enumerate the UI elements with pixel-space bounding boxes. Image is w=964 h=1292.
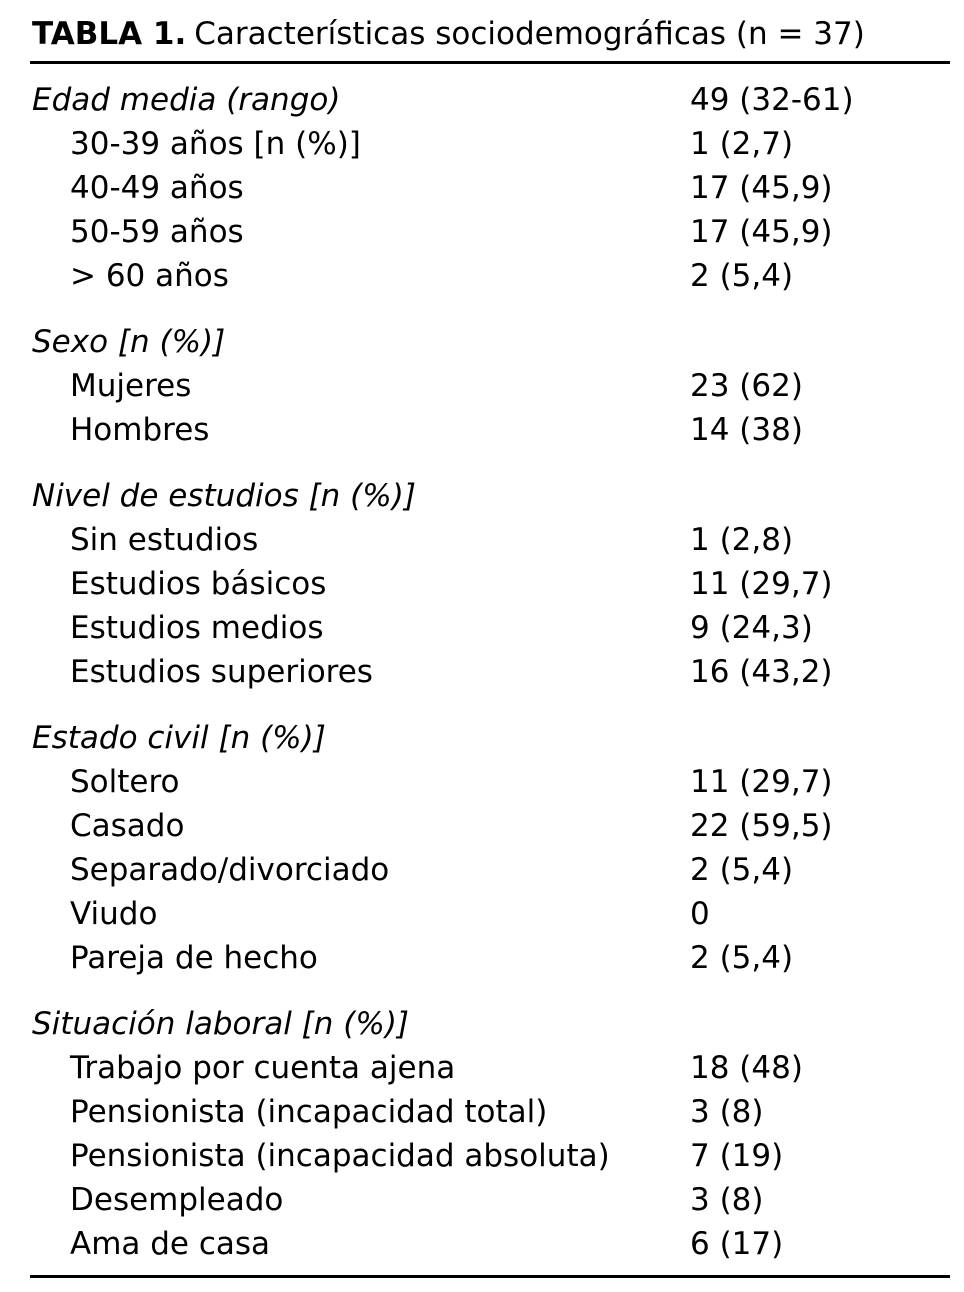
section-header: Edad media (rango): [32, 82, 341, 118]
table-row: [0, 1222, 964, 1266]
table-row: [0, 166, 964, 210]
row-label: Pensionista (incapacidad absoluta): [70, 1138, 610, 1174]
row-label: Pareja de hecho: [70, 940, 318, 976]
table-row: [0, 364, 964, 408]
row-label: > 60 años: [70, 258, 229, 294]
row-value: 16 (43,2): [690, 654, 833, 690]
row-value: 7 (19): [690, 1138, 784, 1174]
row-value: 2 (5,4): [690, 940, 794, 976]
row-label: Soltero: [70, 764, 180, 800]
row-value: 0: [690, 896, 710, 932]
row-value: 11 (29,7): [690, 764, 833, 800]
table-row: [0, 650, 964, 694]
section-estado-civil: [0, 716, 964, 980]
row-label: Trabajo por cuenta ajena: [70, 1050, 456, 1086]
table-title: [32, 12, 865, 56]
table-label: TABLA 1.: [32, 16, 187, 52]
row-label: Estudios superiores: [70, 654, 373, 690]
row-label: Estudios medios: [70, 610, 324, 646]
section-header-row: [0, 1002, 964, 1046]
row-label: 30-39 años [n (%)]: [70, 126, 361, 162]
table-row: [0, 1046, 964, 1090]
row-value: 14 (38): [690, 412, 803, 448]
section-header-row: [0, 474, 964, 518]
row-label: 50-59 años: [70, 214, 244, 250]
table-row: [0, 1134, 964, 1178]
table-row: [0, 210, 964, 254]
section-header: Sexo [n (%)]: [32, 324, 226, 360]
table-caption: Características sociodemográficas (n = 37): [194, 16, 865, 52]
row-label: Mujeres: [70, 368, 192, 404]
row-label: Sin estudios: [70, 522, 259, 558]
row-value: 1 (2,7): [690, 126, 794, 162]
row-label: Hombres: [70, 412, 210, 448]
row-value: 2 (5,4): [690, 852, 794, 888]
table-row: [0, 848, 964, 892]
row-value: 3 (8): [690, 1182, 764, 1218]
data-table: [0, 78, 964, 1266]
table-row: [0, 1090, 964, 1134]
row-value: 6 (17): [690, 1226, 784, 1262]
section-situacion-laboral: [0, 1002, 964, 1266]
table-row: [0, 936, 964, 980]
row-value: 18 (48): [690, 1050, 803, 1086]
row-value: 9 (24,3): [690, 610, 813, 646]
top-rule: [30, 61, 950, 64]
table-row: [0, 562, 964, 606]
row-value: 1 (2,8): [690, 522, 794, 558]
section-header-row: [0, 320, 964, 364]
row-label: Estudios básicos: [70, 566, 327, 602]
section-header-row: [0, 716, 964, 760]
section-header-row: [0, 78, 964, 122]
section-header: Estado civil [n (%)]: [32, 720, 326, 756]
row-value: 17 (45,9): [690, 170, 833, 206]
row-value: 3 (8): [690, 1094, 764, 1130]
row-label: Desempleado: [70, 1182, 284, 1218]
row-value: 11 (29,7): [690, 566, 833, 602]
table-row: [0, 254, 964, 298]
section-sexo: [0, 320, 964, 452]
table-row: [0, 760, 964, 804]
row-label: 40-49 años: [70, 170, 244, 206]
row-label: Casado: [70, 808, 185, 844]
section-header-value: 49 (32-61): [690, 82, 854, 118]
section-estudios: [0, 474, 964, 694]
row-value: 2 (5,4): [690, 258, 794, 294]
row-label: Separado/divorciado: [70, 852, 390, 888]
row-value: 22 (59,5): [690, 808, 833, 844]
section-edad: [0, 78, 964, 298]
row-value: 23 (62): [690, 368, 803, 404]
table-row: [0, 122, 964, 166]
row-value: 17 (45,9): [690, 214, 833, 250]
row-label: Pensionista (incapacidad total): [70, 1094, 548, 1130]
row-label: Viudo: [70, 896, 158, 932]
section-header: Situación laboral [n (%)]: [32, 1006, 410, 1042]
table-row: [0, 606, 964, 650]
section-header: Nivel de estudios [n (%)]: [32, 478, 416, 514]
table-row: [0, 1178, 964, 1222]
table-row: [0, 408, 964, 452]
bottom-rule: [30, 1275, 950, 1278]
row-label: Ama de casa: [70, 1226, 271, 1262]
table-row: [0, 804, 964, 848]
table-row: [0, 892, 964, 936]
table-row: [0, 518, 964, 562]
